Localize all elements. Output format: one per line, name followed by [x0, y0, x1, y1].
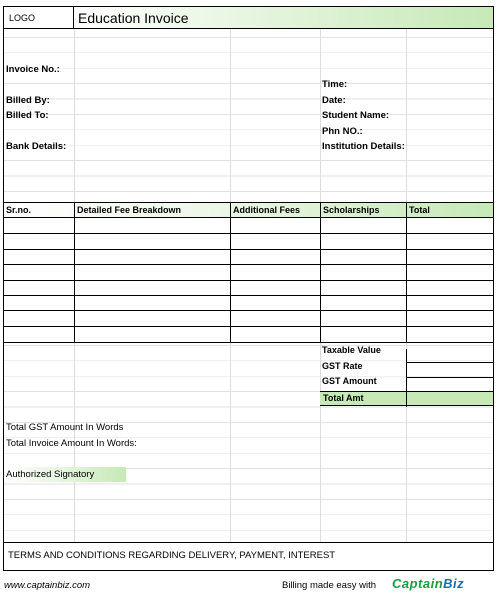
- bank-details-label: Bank Details:: [6, 141, 67, 152]
- terms-text: TERMS AND CONDITIONS REGARDING DELIVERY, PAYMENT, INTEREST: [8, 550, 336, 561]
- invoice-no-label: Invoice No.:: [6, 64, 60, 75]
- items-table-body: [4, 218, 494, 343]
- total-amount-value: [406, 391, 494, 406]
- time-label: Time:: [322, 79, 348, 90]
- authorized-signatory-label: Authorized Signatory: [4, 467, 126, 482]
- table-row: [4, 249, 494, 250]
- table-header-row: [4, 202, 494, 218]
- logo-placeholder: LOGO: [4, 7, 74, 29]
- student-name-label: Student Name:: [322, 110, 390, 121]
- table-row: [4, 326, 494, 327]
- billed-to-label: Billed To:: [6, 110, 49, 121]
- footer-tagline: Billing made easy with: [282, 580, 376, 591]
- invoice-in-words-label: Total Invoice Amount In Words:: [6, 438, 137, 449]
- taxable-value-label: Taxable Value: [322, 345, 381, 355]
- col-header-additional-fees: Additional Fees: [231, 203, 321, 217]
- phone-no-label: Phn NO.:: [322, 126, 363, 137]
- col-header-total: Total: [409, 205, 430, 215]
- table-row: [4, 233, 494, 234]
- billed-by-label: Billed By:: [6, 95, 50, 106]
- total-amount-label: Total Amt: [320, 391, 406, 406]
- invoice-title: Education Invoice: [74, 7, 494, 29]
- gst-amount-label: GST Amount: [322, 376, 377, 386]
- terms-section: [4, 542, 494, 571]
- col-header-fee-breakdown: Detailed Fee Breakdown: [75, 203, 231, 217]
- gst-rate-label: GST Rate: [322, 361, 363, 371]
- footer: [0, 576, 499, 600]
- website-link[interactable]: www.captainbiz.com: [4, 580, 91, 591]
- captainbiz-logo: [392, 576, 464, 591]
- institution-details-label: Institution Details:: [322, 141, 405, 152]
- table-row: [4, 310, 494, 311]
- brand-text-biz: Biz: [443, 576, 465, 591]
- date-label: Date:: [322, 95, 346, 106]
- invoice-sheet: [3, 6, 494, 571]
- table-row: [4, 295, 494, 296]
- table-row: [4, 264, 494, 265]
- col-header-scholarships: Scholarships: [321, 203, 407, 217]
- gst-in-words-label: Total GST Amount In Words: [6, 422, 124, 433]
- table-row: [4, 280, 494, 281]
- brand-text-captain: Captain: [392, 576, 444, 591]
- col-header-srno: Sr.no.: [4, 203, 75, 217]
